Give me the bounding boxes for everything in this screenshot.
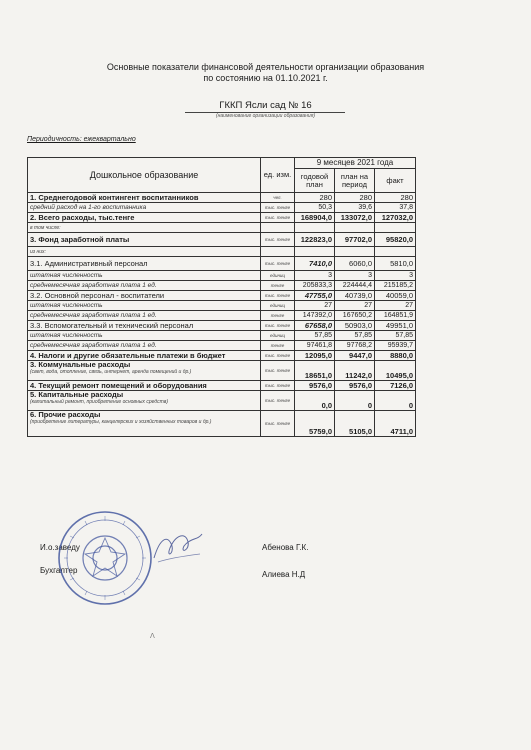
row-unit: тыс. тенге (261, 361, 295, 381)
row-unit: тыс. тенге (261, 291, 295, 301)
row-sublabel: (приобретение литературы, канцелярских и хозяйственных товаров и др.) (30, 419, 212, 425)
cell-fact: 127032,0 (375, 213, 416, 223)
cell-plan-period: 133072,0 (335, 213, 375, 223)
cell-fact: 4711,0 (375, 411, 416, 437)
row-unit: тенге (261, 311, 295, 321)
cell-plan-period: 97768,2 (335, 341, 375, 351)
cell-plan-year: 7410,0 (295, 257, 335, 271)
table-row (28, 311, 416, 321)
row-label-cell (28, 311, 261, 321)
row-label-cell (28, 257, 261, 271)
table-row (28, 301, 416, 311)
cell-plan-period (335, 247, 375, 257)
row-label-cell (28, 411, 261, 437)
cell-plan-year: 0,0 (295, 391, 335, 411)
cell-fact: 27 (375, 301, 416, 311)
cell-fact: 49951,0 (375, 321, 416, 331)
table-row (28, 281, 416, 291)
row-label-cell (28, 341, 261, 351)
header-plan-period: план на период (335, 169, 375, 193)
row-unit: тыс. тенге (261, 257, 295, 271)
row-label: среднемесячная заработная плата 1 ед. (30, 342, 157, 349)
header-name: Дошкольное образование (28, 158, 261, 193)
table-row (28, 223, 416, 233)
header-plan-year: годовой план (295, 169, 335, 193)
director-label: И.о.заведу (40, 543, 80, 552)
cell-plan-period: 50903,0 (335, 321, 375, 331)
row-label-cell (28, 331, 261, 341)
row-label: 6. Прочие расходы (30, 410, 101, 419)
header-unit: ед. изм. (261, 158, 295, 193)
header-fact: факт (375, 169, 416, 193)
table-row (28, 381, 416, 391)
header-period: 9 месяцев 2021 года (295, 158, 416, 169)
row-label: 1. Среднегодовой контингент воспитанников (30, 192, 199, 202)
cell-plan-year: 205833,3 (295, 281, 335, 291)
cell-plan-year: 3 (295, 271, 335, 281)
cell-plan-period: 39,6 (335, 203, 375, 213)
cell-plan-period: 97702,0 (335, 233, 375, 247)
row-label: среднемесячная заработная плата 1 ед. (30, 312, 157, 319)
cell-plan-year: 12095,0 (295, 351, 335, 361)
row-label-cell (28, 233, 261, 247)
organization-name: ГККП Ясли сад № 16 (219, 100, 312, 111)
row-label-cell (28, 193, 261, 203)
row-label-cell (28, 203, 261, 213)
row-unit: чел. (261, 193, 295, 203)
cell-plan-period: 11242,0 (335, 361, 375, 381)
cell-plan-year: 5759,0 (295, 411, 335, 437)
cell-plan-period: 6060,0 (335, 257, 375, 271)
cell-fact: 3 (375, 271, 416, 281)
table-row (28, 257, 416, 271)
table-row (28, 271, 416, 281)
row-label: штатная численность (30, 332, 103, 339)
cell-plan-period: 40739,0 (335, 291, 375, 301)
row-label: 3. Коммунальные расходы (30, 360, 131, 369)
row-label-cell (28, 223, 261, 233)
row-unit: единиц (261, 301, 295, 311)
cell-plan-year: 57,85 (295, 331, 335, 341)
table-row (28, 193, 416, 203)
row-label: средний расход на 1-го воспитанника (30, 204, 147, 211)
cell-plan-year: 18651,0 (295, 361, 335, 381)
cell-fact: 10495,0 (375, 361, 416, 381)
table-row (28, 411, 416, 437)
cell-plan-year: 27 (295, 301, 335, 311)
cell-plan-period: 280 (335, 193, 375, 203)
row-label-cell (28, 247, 261, 257)
cell-plan-period: 5105,0 (335, 411, 375, 437)
row-label-cell (28, 361, 261, 381)
row-sublabel: (свет, вода, отопление, связь, интернет, аренда помещений и др.) (30, 369, 192, 375)
table-row (28, 321, 416, 331)
director-name: Абенова Г.К. (262, 543, 309, 552)
row-label-cell (28, 301, 261, 311)
table-row (28, 291, 416, 301)
table-row (28, 341, 416, 351)
cell-plan-year (295, 247, 335, 257)
table-row (28, 233, 416, 247)
row-label-cell (28, 271, 261, 281)
cell-plan-year: 67658,0 (295, 321, 335, 331)
cell-plan-year: 147392,0 (295, 311, 335, 321)
row-label: штатная численность (30, 302, 103, 309)
cell-plan-year: 47755,0 (295, 291, 335, 301)
cell-fact (375, 223, 416, 233)
cell-plan-period: 27 (335, 301, 375, 311)
cell-plan-period: 167650,2 (335, 311, 375, 321)
row-label-cell (28, 291, 261, 301)
row-unit: тенге (261, 341, 295, 351)
table-row (28, 247, 416, 257)
cell-plan-period: 9576,0 (335, 381, 375, 391)
cell-plan-year: 97461,8 (295, 341, 335, 351)
cell-plan-period: 9447,0 (335, 351, 375, 361)
row-label: 3.3. Вспомогательный и технический персонал (30, 320, 194, 330)
cell-fact: 37,8 (375, 203, 416, 213)
cell-plan-year: 9576,0 (295, 381, 335, 391)
cell-plan-year (295, 223, 335, 233)
row-label: 3.2. Основной персонал - воспитатели (30, 290, 165, 300)
row-unit: тыс. тенге (261, 381, 295, 391)
cell-plan-period: 0 (335, 391, 375, 411)
row-label: 3. Фонд заработной платы (30, 234, 130, 244)
cell-fact: 7126,0 (375, 381, 416, 391)
table-row (28, 391, 416, 411)
cell-plan-period (335, 223, 375, 233)
cell-fact: 0 (375, 391, 416, 411)
table-row (28, 331, 416, 341)
row-sublabel: (капитальный ремонт, приобретение основных средств) (30, 399, 169, 405)
document-title-line1: Основные показатели финансовой деятельности организации образования (106, 62, 425, 72)
cell-plan-year: 280 (295, 193, 335, 203)
document-title-line2: по состоянию на 01.10.2021 г. (203, 73, 328, 83)
row-unit: тыс. тенге (261, 203, 295, 213)
official-stamp (55, 508, 155, 608)
row-label-cell (28, 381, 261, 391)
row-label: 4. Текущий ремонт помещений и оборудования (30, 380, 207, 390)
row-unit: тыс. тенге (261, 411, 295, 437)
cell-plan-period: 224444,4 (335, 281, 375, 291)
table-row (28, 203, 416, 213)
cell-fact: 5810,0 (375, 257, 416, 271)
cell-fact: 57,85 (375, 331, 416, 341)
row-label-cell (28, 281, 261, 291)
row-unit (261, 223, 295, 233)
row-label-cell (28, 213, 261, 223)
row-unit: тыс. тенге (261, 213, 295, 223)
row-unit (261, 247, 295, 257)
cell-plan-year: 50,3 (295, 203, 335, 213)
cell-fact: 95820,0 (375, 233, 416, 247)
periodicity-label: Периодичность: ежеквартально (27, 136, 136, 143)
row-label-cell (28, 321, 261, 331)
row-label-cell (28, 351, 261, 361)
signature-image (150, 528, 205, 568)
row-unit: единиц (261, 331, 295, 341)
cell-fact: 215185,2 (375, 281, 416, 291)
cell-plan-year: 168904,0 (295, 213, 335, 223)
cell-fact: 8880,0 (375, 351, 416, 361)
row-label: из них: (30, 249, 46, 255)
cell-plan-period: 57,85 (335, 331, 375, 341)
cell-fact: 40059,0 (375, 291, 416, 301)
row-label: в том числе: (30, 225, 61, 231)
financial-table (27, 157, 416, 437)
row-label: 3.1. Административный персонал (30, 258, 148, 268)
scan-mark: ⴷ (150, 633, 155, 640)
cell-plan-year: 122823,0 (295, 233, 335, 247)
row-unit: единиц (261, 271, 295, 281)
cell-fact: 164851,9 (375, 311, 416, 321)
accountant-label: Бухгалтер (40, 566, 78, 575)
table-row (28, 351, 416, 361)
table-row (28, 213, 416, 223)
cell-fact: 280 (375, 193, 416, 203)
accountant-name: Алиева Н.Д (262, 570, 306, 579)
cell-plan-period: 3 (335, 271, 375, 281)
table-body (28, 193, 416, 437)
row-unit: тыс. тенге (261, 351, 295, 361)
cell-fact: 95939,7 (375, 341, 416, 351)
row-label-cell (28, 391, 261, 411)
row-label: 2. Всего расходы, тыс.тенге (30, 212, 135, 222)
row-label: 4. Налоги и другие обязательные платежи в бюджет (30, 350, 226, 360)
table-row (28, 361, 416, 381)
row-unit: тыс. тенге (261, 233, 295, 247)
cell-fact (375, 247, 416, 257)
organization-caption: (наименование организации образования) (215, 113, 316, 119)
row-label: среднемесячная заработная плата 1 ед. (30, 282, 157, 289)
row-unit: тенге (261, 281, 295, 291)
row-label: штатная численность (30, 272, 103, 279)
row-unit: тыс. тенге (261, 391, 295, 411)
row-unit: тыс. тенге (261, 321, 295, 331)
row-label: 5. Капитальные расходы (30, 390, 124, 399)
